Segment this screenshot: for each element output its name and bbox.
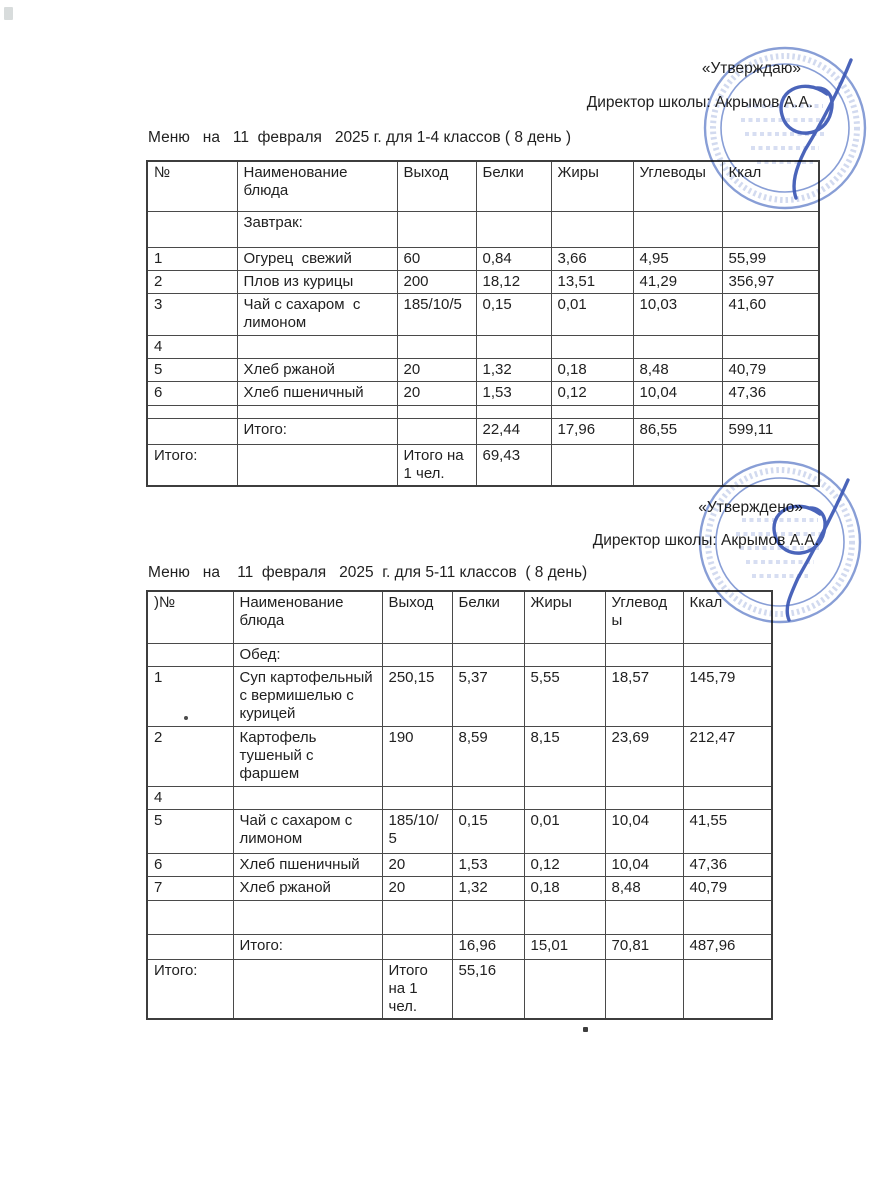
section-label: Завтрак: (237, 211, 397, 247)
section-label: Обед: (233, 643, 382, 666)
section-row (147, 211, 819, 247)
table-row: 6 Хлеб пшеничный 20 1,53 0,12 10,04 47,36 (147, 382, 819, 405)
per-person-label: Итого: (147, 444, 237, 486)
per-person-caption: Итого на 1 чел. (397, 444, 476, 486)
approval-label-1: «Утверждаю» (701, 60, 801, 77)
table-row: 2 Плов из курицы 200 18,12 13,51 41,29 356,97 (147, 270, 819, 293)
total-row: Итого: 22,44 17,96 86,55 599,11 (147, 418, 819, 444)
header-cell-protein: Белки (452, 591, 524, 643)
table-row: 5 Хлеб ржаной 20 1,32 0,18 8,48 40,79 (147, 358, 819, 381)
spacer-row (147, 405, 819, 418)
menu1-table (146, 160, 820, 487)
per-person-row (147, 959, 772, 1019)
table-row: 3 Чай с сахаром с лимоном 185/10/5 0,15 0,01 10,03 41,60 (147, 294, 819, 336)
per-person-value: 55,16 (452, 959, 524, 1019)
table-row: 4 (147, 786, 772, 809)
header-cell-protein: Белки (476, 161, 551, 211)
director-line-2: Директор школы: Акрымов А.А. (592, 532, 819, 549)
header-cell-out: Выход (382, 591, 452, 643)
header-cell-out: Выход (397, 161, 476, 211)
table-header-row (147, 591, 772, 643)
header-cell-num: № (147, 161, 237, 211)
header-cell-name: Наименование блюда (237, 161, 397, 211)
table-row: 1 Огурец свежий 60 0,84 3,66 4,95 55,99 (147, 247, 819, 270)
menu2-title: Меню на 11 февраля 2025 г. для 5-11 классов ( 8 день) (148, 564, 588, 581)
per-person-caption: Итого на 1 чел. (382, 959, 452, 1019)
total-label: Итого: (237, 418, 397, 444)
section-row (147, 643, 772, 666)
table-header-row (147, 161, 819, 211)
per-person-label: Итого: (147, 959, 233, 1019)
header-cell-fat: Жиры (524, 591, 605, 643)
total-label: Итого: (233, 934, 382, 959)
spacer-row (147, 900, 772, 934)
approval-label-2: «Утверждено» (698, 499, 803, 516)
header-cell-kcal: Ккал (722, 161, 819, 211)
header-cell-kcal: Ккал (683, 591, 772, 643)
director-line-1: Директор школы: Акрымов А.А. (586, 94, 813, 111)
total-row: Итого: 16,96 15,01 70,81 487,96 (147, 934, 772, 959)
table-row: 2 Картофель тушеный с фаршем 190 8,59 8,15 23,69 212,47 (147, 726, 772, 786)
header-cell-num: )№ (147, 591, 233, 643)
header-cell-name: Наименование блюда (233, 591, 382, 643)
table-row: 6 Хлеб пшеничный 20 1,53 0,12 10,04 47,36 (147, 853, 772, 876)
table-row: 7 Хлеб ржаной 20 1,32 0,18 8,48 40,79 (147, 877, 772, 900)
header-cell-fat: Жиры (551, 161, 633, 211)
menu1-title: Меню на 11 февраля 2025 г. для 1-4 классов ( 8 день ) (148, 129, 572, 146)
table-row: 5 Чай с сахаром с лимоном 185/10/5 0,15 0,01 10,04 41,55 (147, 809, 772, 853)
menu2-table (146, 590, 773, 1020)
scan-artifact-dot (583, 1027, 588, 1032)
header-cell-carbs: Углевод ы (605, 591, 683, 643)
per-person-value: 69,43 (476, 444, 551, 486)
table-row: 4 (147, 335, 819, 358)
scan-artifact-smudge (4, 7, 13, 20)
table-row: 1 Суп картофельный с вермишелью с курицей 250,15 5,37 5,55 18,57 145,79 (147, 666, 772, 726)
per-person-row (147, 444, 819, 486)
header-cell-carbs: Углеводы (633, 161, 722, 211)
